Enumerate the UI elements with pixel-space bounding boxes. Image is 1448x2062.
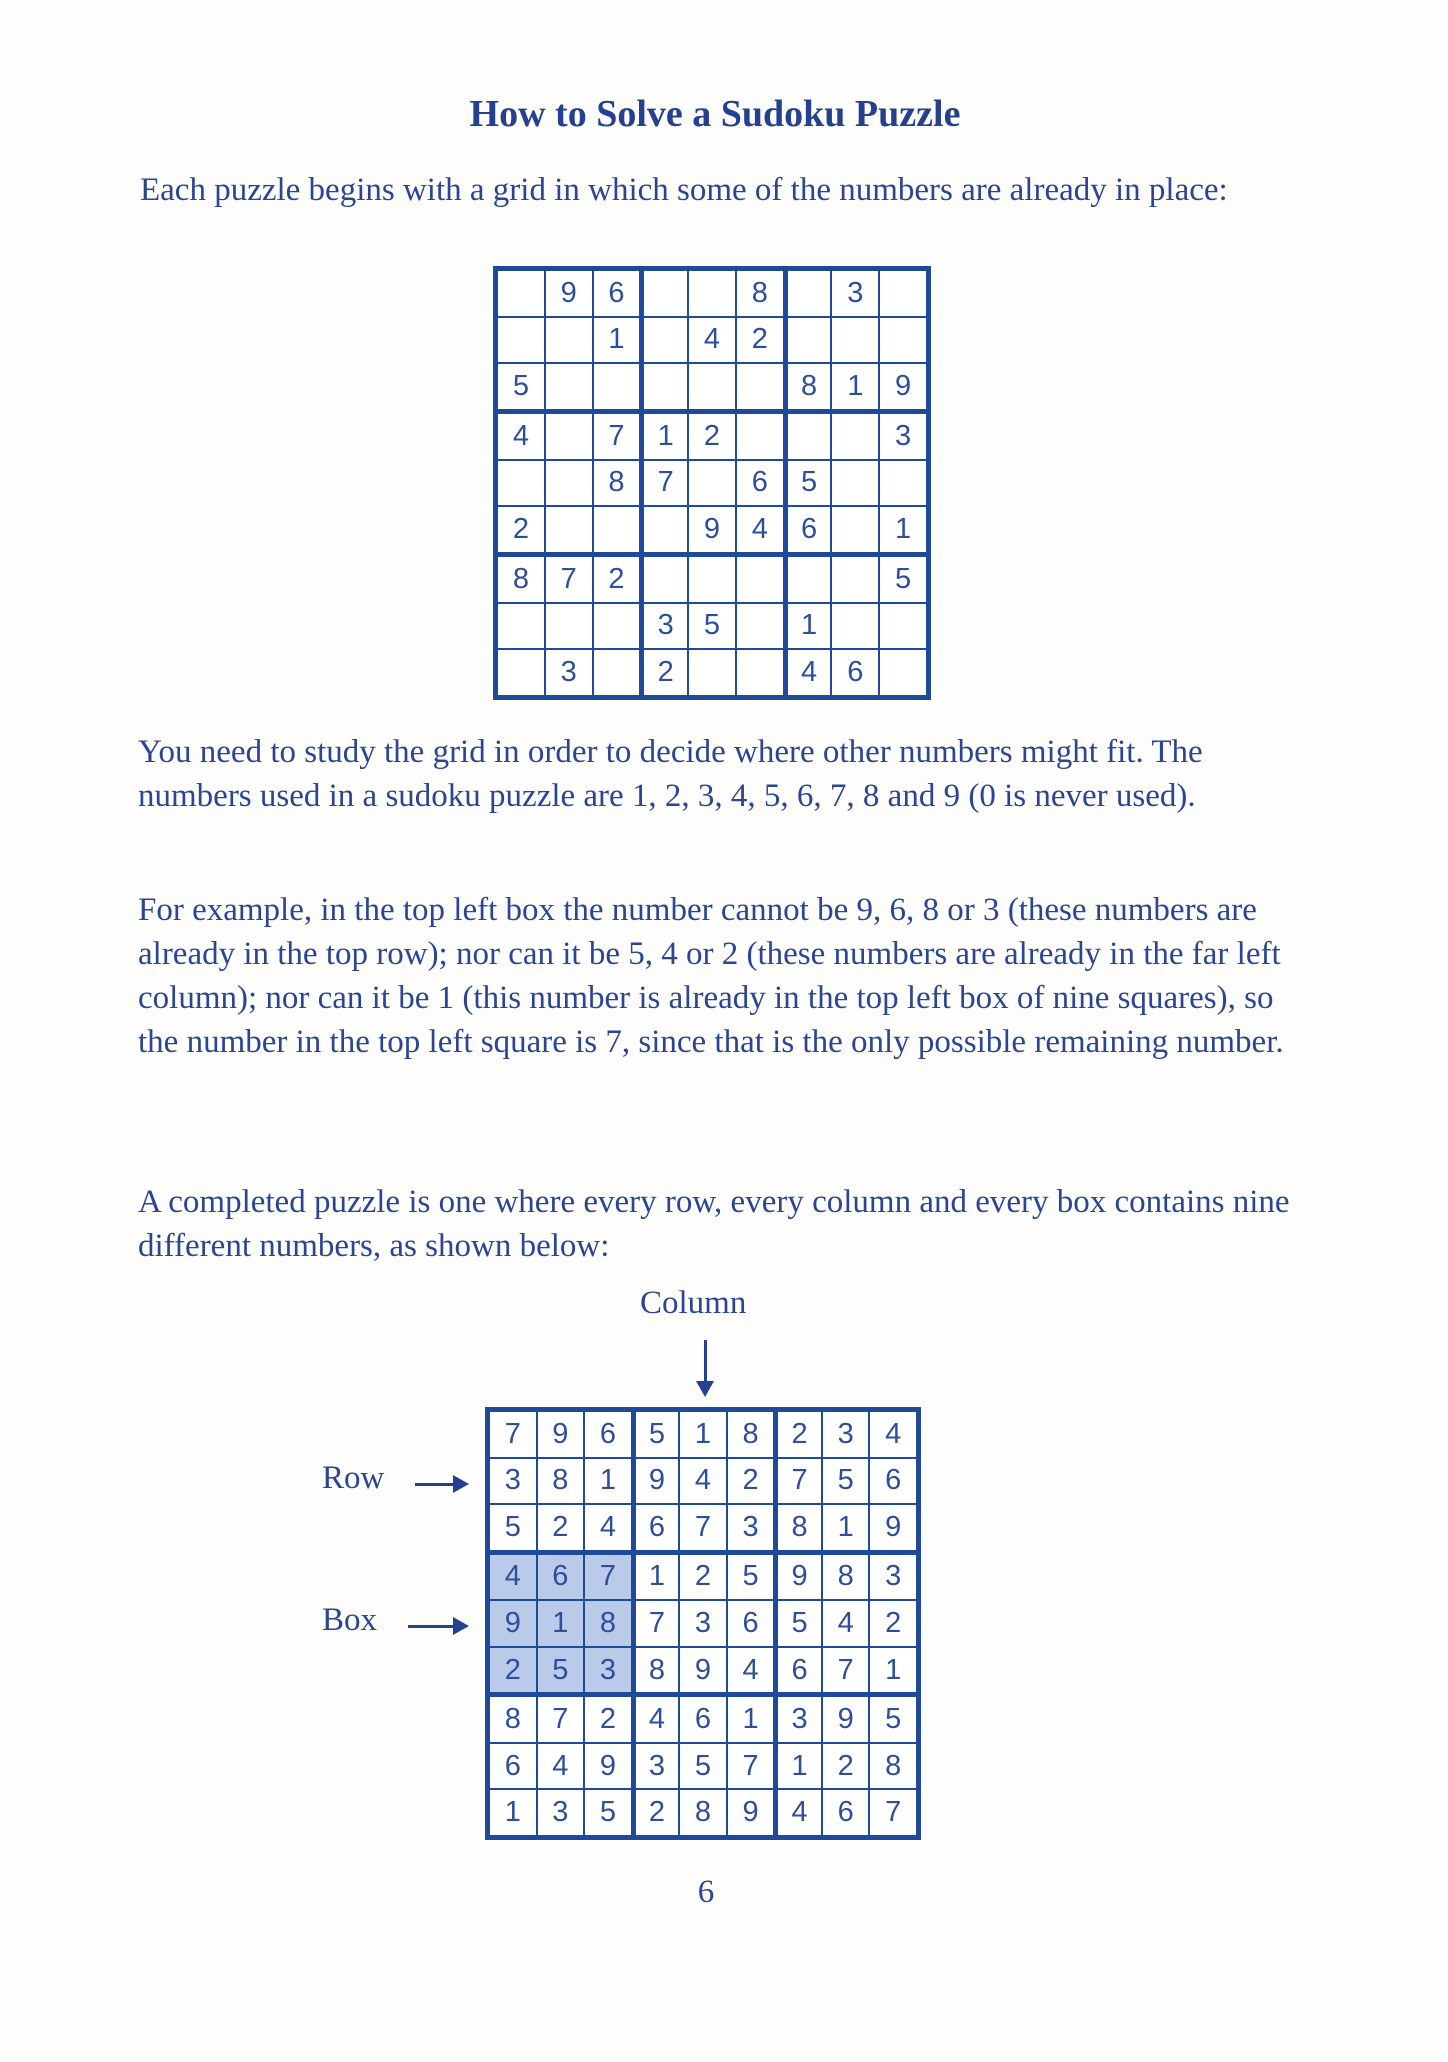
grid-cell: 2 — [728, 1459, 774, 1504]
grid-cell: 3 — [728, 1505, 774, 1550]
grid-cell — [689, 557, 735, 602]
completed-paragraph: A completed puzzle is one where every row, every column and every box contains nine different numbers, as shown below: — [138, 1184, 1290, 1264]
grid-cell: 3 — [823, 1412, 869, 1457]
grid-cell: 6 — [788, 507, 831, 552]
grid-cell — [546, 318, 592, 363]
grid-cell: 7 — [823, 1648, 869, 1693]
grid-cell: 4 — [636, 1697, 679, 1742]
grid-cell: 4 — [498, 414, 544, 459]
grid-cell: 7 — [728, 1744, 774, 1789]
grid-cell: 5 — [870, 1697, 916, 1742]
grid-cell: 6 — [585, 1412, 631, 1457]
grid-cell: 6 — [538, 1555, 584, 1600]
grid-cell — [689, 461, 735, 506]
grid-cell: 8 — [490, 1697, 536, 1742]
grid-cell: 7 — [490, 1412, 536, 1457]
grid-cell — [737, 604, 783, 649]
grid-cell: 3 — [870, 1555, 916, 1600]
grid-cell: 2 — [490, 1648, 536, 1693]
grid-cell — [880, 318, 926, 363]
grid-cell — [546, 604, 592, 649]
grid-cell: 7 — [546, 557, 592, 602]
grid-cell: 1 — [680, 1412, 726, 1457]
grid-cell: 7 — [594, 414, 640, 459]
grid-cell — [498, 650, 544, 695]
grid-cell — [832, 318, 878, 363]
grid-cell: 1 — [636, 1555, 679, 1600]
grid-cell: 6 — [823, 1790, 869, 1835]
grid-cell: 3 — [636, 1744, 679, 1789]
grid-cell — [546, 461, 592, 506]
grid-cell: 9 — [870, 1505, 916, 1550]
grid-cell: 6 — [832, 650, 878, 695]
grid-cell — [832, 604, 878, 649]
grid-cell — [498, 318, 544, 363]
grid-cell: 8 — [498, 557, 544, 602]
grid-cell: 2 — [737, 318, 783, 363]
grid-cell: 9 — [636, 1459, 679, 1504]
grid-cell — [546, 507, 592, 552]
example-paragraph: For example, in the top left box the number cannot be 9, 6, 8 or 3 (these numbers are already in the top row); nor can it be 5, 4 or 2 (these numbers are already in the far left column); nor can it be 1 (this number is already in the top left box of nine squares), so the number in the top left square is 7, since that is the only possible remaining number. — [138, 892, 1284, 1060]
intro-paragraph: Each puzzle begins with a grid in which some of the numbers are already in place: — [140, 172, 1228, 208]
grid-cell: 5 — [498, 364, 544, 409]
grid-cell — [880, 604, 926, 649]
grid-cell: 2 — [498, 507, 544, 552]
grid-cell — [546, 414, 592, 459]
grid-cell: 6 — [490, 1744, 536, 1789]
grid-cell: 2 — [594, 557, 640, 602]
grid-cell: 8 — [778, 1505, 821, 1550]
grid-cell — [788, 557, 831, 602]
grid-cell: 3 — [880, 414, 926, 459]
grid-cell: 8 — [728, 1412, 774, 1457]
grid-cell: 8 — [636, 1648, 679, 1693]
grid-cell: 5 — [585, 1790, 631, 1835]
grid-cell — [498, 604, 544, 649]
grid-cell — [689, 271, 735, 316]
grid-cell: 8 — [594, 461, 640, 506]
grid-cell: 6 — [680, 1697, 726, 1742]
grid-cell — [788, 271, 831, 316]
grid-cell — [737, 557, 783, 602]
grid-cell: 9 — [538, 1412, 584, 1457]
grid-cell — [832, 414, 878, 459]
grid-cell: 5 — [490, 1505, 536, 1550]
grid-cell: 3 — [546, 650, 592, 695]
grid-cell: 5 — [880, 557, 926, 602]
grid-cell: 5 — [538, 1648, 584, 1693]
row-label: Row — [322, 1460, 385, 1496]
grid-cell: 7 — [778, 1459, 821, 1504]
column-arrow-icon — [704, 1340, 707, 1385]
grid-cell: 4 — [737, 507, 783, 552]
grid-cell: 2 — [870, 1601, 916, 1646]
grid-cell: 1 — [594, 318, 640, 363]
grid-cell — [880, 271, 926, 316]
grid-cell: 6 — [778, 1648, 821, 1693]
grid-cell: 3 — [832, 271, 878, 316]
grid-cell — [644, 557, 687, 602]
grid-cell: 9 — [728, 1790, 774, 1835]
grid-cell: 5 — [823, 1459, 869, 1504]
grid-cell — [498, 271, 544, 316]
grid-cell: 8 — [538, 1459, 584, 1504]
grid-cell: 1 — [490, 1790, 536, 1835]
grid-cell: 4 — [870, 1412, 916, 1457]
grid-cell: 1 — [728, 1697, 774, 1742]
solved-grid — [485, 1407, 921, 1840]
grid-cell: 1 — [644, 414, 687, 459]
grid-cell: 8 — [585, 1601, 631, 1646]
page-number: 6 — [697, 1874, 715, 1910]
grid-cell: 1 — [823, 1505, 869, 1550]
grid-cell: 5 — [778, 1601, 821, 1646]
grid-cell: 2 — [585, 1697, 631, 1742]
grid-cell — [644, 318, 687, 363]
grid-cell — [546, 364, 592, 409]
grid-cell: 4 — [823, 1601, 869, 1646]
grid-cell: 3 — [585, 1648, 631, 1693]
grid-cell: 8 — [870, 1744, 916, 1789]
row-arrow-icon — [415, 1483, 465, 1486]
grid-cell: 3 — [778, 1697, 821, 1742]
grid-cell — [594, 507, 640, 552]
grid-cell: 9 — [490, 1601, 536, 1646]
grid-cell: 9 — [880, 364, 926, 409]
grid-cell: 8 — [680, 1790, 726, 1835]
grid-cell: 5 — [636, 1412, 679, 1457]
grid-cell — [832, 507, 878, 552]
grid-cell: 4 — [538, 1744, 584, 1789]
grid-cell: 7 — [870, 1790, 916, 1835]
grid-cell — [880, 650, 926, 695]
grid-cell — [594, 650, 640, 695]
grid-cell — [594, 604, 640, 649]
grid-cell: 2 — [778, 1412, 821, 1457]
grid-cell: 7 — [680, 1505, 726, 1550]
grid-cell — [832, 557, 878, 602]
grid-cell — [644, 507, 687, 552]
grid-cell: 9 — [585, 1744, 631, 1789]
grid-cell: 1 — [832, 364, 878, 409]
grid-cell: 3 — [644, 604, 687, 649]
grid-cell: 7 — [636, 1601, 679, 1646]
box-label: Box — [322, 1602, 378, 1638]
grid-cell: 6 — [636, 1505, 679, 1550]
grid-cell: 4 — [680, 1459, 726, 1504]
grid-cell: 1 — [778, 1744, 821, 1789]
grid-cell: 9 — [689, 507, 735, 552]
grid-cell: 8 — [737, 271, 783, 316]
grid-cell — [689, 364, 735, 409]
grid-cell: 2 — [644, 650, 687, 695]
grid-cell — [737, 650, 783, 695]
grid-cell: 9 — [546, 271, 592, 316]
grid-cell: 7 — [538, 1697, 584, 1742]
grid-cell: 6 — [728, 1601, 774, 1646]
grid-cell: 5 — [788, 461, 831, 506]
grid-cell: 1 — [870, 1648, 916, 1693]
grid-cell — [498, 461, 544, 506]
grid-cell — [594, 364, 640, 409]
grid-cell — [832, 461, 878, 506]
grid-cell: 2 — [636, 1790, 679, 1835]
grid-cell — [644, 271, 687, 316]
grid-cell — [788, 318, 831, 363]
grid-cell: 5 — [680, 1744, 726, 1789]
grid-cell: 4 — [689, 318, 735, 363]
grid-cell — [880, 461, 926, 506]
grid-cell — [689, 650, 735, 695]
grid-cell: 2 — [689, 414, 735, 459]
grid-cell: 4 — [728, 1648, 774, 1693]
grid-cell: 1 — [788, 604, 831, 649]
grid-cell: 4 — [788, 650, 831, 695]
grid-cell: 7 — [585, 1555, 631, 1600]
grid-cell: 8 — [823, 1555, 869, 1600]
grid-cell: 4 — [585, 1505, 631, 1550]
grid-cell: 1 — [585, 1459, 631, 1504]
numbers-paragraph: You need to study the grid in order to decide where other numbers might fit. The numbers used in a sudoku puzzle are 1, 2, 3, 4, 5, 6, 7, 8 and 9 (0 is never used). — [138, 734, 1203, 814]
box-arrow-icon — [408, 1625, 465, 1628]
grid-cell: 9 — [680, 1648, 726, 1693]
grid-cell: 4 — [490, 1555, 536, 1600]
grid-cell: 6 — [870, 1459, 916, 1504]
grid-cell: 2 — [680, 1555, 726, 1600]
grid-cell: 3 — [680, 1601, 726, 1646]
grid-cell: 1 — [538, 1601, 584, 1646]
column-label: Column — [640, 1285, 747, 1321]
grid-cell: 1 — [880, 507, 926, 552]
grid-cell: 5 — [689, 604, 735, 649]
grid-cell: 3 — [538, 1790, 584, 1835]
grid-cell: 7 — [644, 461, 687, 506]
grid-cell: 6 — [737, 461, 783, 506]
grid-cell: 2 — [538, 1505, 584, 1550]
grid-cell: 5 — [728, 1555, 774, 1600]
grid-cell — [788, 414, 831, 459]
grid-cell: 9 — [778, 1555, 821, 1600]
puzzle-grid — [493, 266, 931, 700]
page-title: How to Solve a Sudoku Puzzle — [469, 93, 961, 135]
grid-cell: 9 — [823, 1697, 869, 1742]
grid-cell: 8 — [788, 364, 831, 409]
grid-cell: 6 — [594, 271, 640, 316]
grid-cell: 4 — [778, 1790, 821, 1835]
grid-cell — [644, 364, 687, 409]
grid-cell: 2 — [823, 1744, 869, 1789]
grid-cell: 3 — [490, 1459, 536, 1504]
grid-cell — [737, 414, 783, 459]
grid-cell — [737, 364, 783, 409]
